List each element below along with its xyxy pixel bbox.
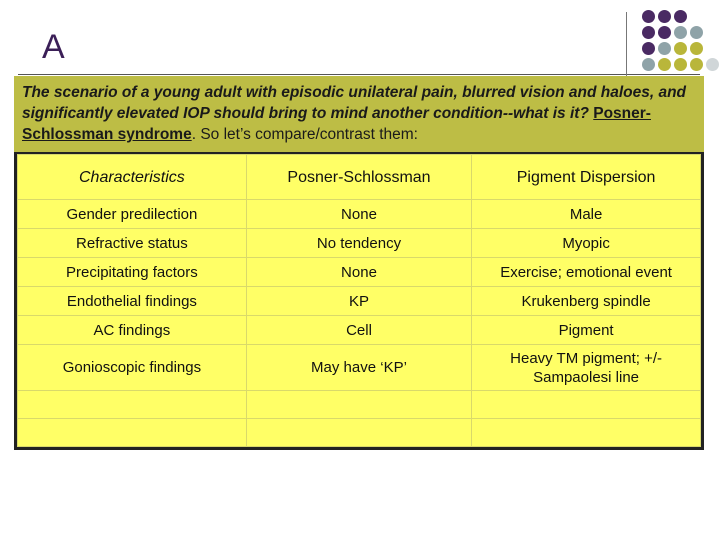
comparison-table — [17, 154, 701, 447]
comparison-table-frame — [14, 152, 704, 450]
decorative-dot — [674, 10, 687, 23]
slide-title: A — [42, 28, 65, 66]
table-cell — [246, 391, 471, 419]
table-header-row — [18, 155, 701, 200]
decorative-dot — [706, 58, 719, 71]
table-row — [18, 345, 701, 391]
decorative-dot — [658, 58, 671, 71]
header-characteristics: Characteristics — [18, 155, 247, 200]
table-cell: Endothelial findings — [18, 287, 247, 316]
table-row — [18, 258, 701, 287]
table-cell — [246, 419, 471, 447]
table-cell: May have ‘KP’ — [246, 345, 471, 391]
table-cell — [18, 419, 247, 447]
table-cell: No tendency — [246, 229, 471, 258]
table-cell: AC findings — [18, 316, 247, 345]
decorative-dot — [674, 26, 687, 39]
table-cell: KP — [246, 287, 471, 316]
decorative-dot — [642, 26, 655, 39]
decorative-dot — [658, 10, 671, 23]
table-cell: Myopic — [472, 229, 701, 258]
decorative-dot — [658, 26, 671, 39]
table-cell: Refractive status — [18, 229, 247, 258]
table-cell — [472, 419, 701, 447]
header-pigment-dispersion: Pigment Dispersion — [472, 155, 701, 200]
table-cell: None — [246, 200, 471, 229]
table-cell: None — [246, 258, 471, 287]
table-row — [18, 200, 701, 229]
table-row — [18, 419, 701, 447]
decorative-dot — [690, 26, 703, 39]
table-cell: Exercise; emotional event — [472, 258, 701, 287]
table-cell: Male — [472, 200, 701, 229]
decorative-dot — [642, 58, 655, 71]
table-cell: Krukenberg spindle — [472, 287, 701, 316]
decorative-dot — [690, 58, 703, 71]
decorative-dot-grid — [642, 10, 720, 74]
decorative-dot — [642, 10, 655, 23]
table-row — [18, 229, 701, 258]
question-banner — [14, 76, 704, 152]
banner-tail-text: . So let’s compare/contrast them: — [191, 126, 418, 143]
table-cell: Precipitating factors — [18, 258, 247, 287]
title-divider — [18, 74, 700, 75]
table-row — [18, 391, 701, 419]
decorative-dot — [674, 58, 687, 71]
table-cell — [472, 391, 701, 419]
table-cell — [18, 391, 247, 419]
vertical-divider — [626, 12, 627, 76]
answer-text: Posner-Schlossman syndrome — [22, 105, 651, 143]
table-row — [18, 287, 701, 316]
table-row — [18, 316, 701, 345]
table-cell: Gonioscopic findings — [18, 345, 247, 391]
header-posner-schlossman: Posner-Schlossman — [246, 155, 471, 200]
decorative-dot — [690, 42, 703, 55]
question-text: The scenario of a young adult with episodic unilateral pain, blurred vision and haloes, and significantly elevated IOP should bring to mind another condition--what is it? — [22, 84, 687, 122]
decorative-dot — [658, 42, 671, 55]
decorative-dot — [674, 42, 687, 55]
table-cell: Gender predilection — [18, 200, 247, 229]
table-cell: Heavy TM pigment; +/- Sampaolesi line — [472, 345, 701, 391]
table-cell: Pigment — [472, 316, 701, 345]
table-cell: Cell — [246, 316, 471, 345]
decorative-dot — [642, 42, 655, 55]
